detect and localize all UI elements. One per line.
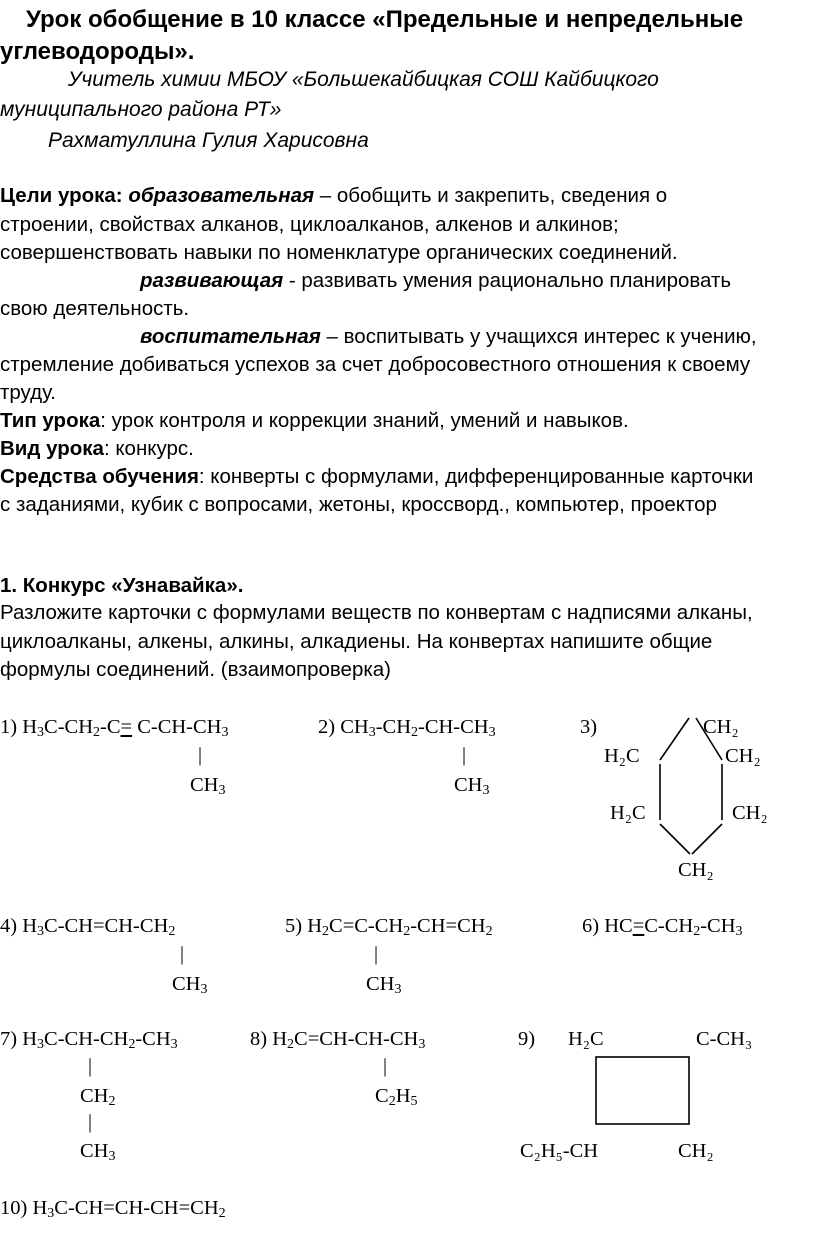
formula-7-branch-ch3: $CH_3$ <box>80 1140 116 1164</box>
lesson-type-label: Тип урока <box>0 409 101 432</box>
formula-7: 7) $H_3C-CH-CH_2-CH_3$ <box>0 1028 178 1052</box>
goal-dev-text: - развивать умения рационально планировать <box>283 269 732 292</box>
formula-10: 10) $H_3C-CH=CH-CH=CH_2$ <box>0 1197 226 1221</box>
ring6-lower-left: H₂C <box>610 802 646 824</box>
ring6-upper-left: H₂C <box>604 745 640 767</box>
formula-5-branch: $CH_3$ <box>366 973 402 997</box>
formula-5: 5) $H_2C=C-CH_2-CH=CH_2$ <box>285 915 493 939</box>
lesson-means-text-2: с заданиями, кубик с вопросами, жетоны, кроссворд., компьютер, проектор <box>0 493 717 516</box>
formula-4-branch-bond: | <box>180 943 185 965</box>
ring4-top-right: C-CH₃ <box>696 1028 753 1050</box>
goal-edu-text-3: совершенствовать навыки по номенклатуре органических соединений. <box>0 241 678 264</box>
ring6-bottom: CH₂ <box>678 859 714 881</box>
lesson-means-text: : конверты с формулами, дифференцированные карточки <box>198 465 754 488</box>
ring4-bottom-right: CH₂ <box>678 1140 714 1162</box>
formula-4: 4) $H_3C-CH=CH-CH_2$ <box>0 915 176 939</box>
ring6-upper-right: CH₂ <box>725 745 761 767</box>
formula-4-branch: $CH_3$ <box>172 973 208 997</box>
teacher-line-2: муниципального района РТ» <box>0 98 282 121</box>
title-line-2: углеводороды». <box>0 38 195 65</box>
formula-1-branch-bond: | <box>198 744 203 766</box>
lesson-type-text: : урок контроля и коррекции знаний, умений и навыков. <box>100 409 629 432</box>
formula-7-bond-2: | <box>88 1111 93 1133</box>
formula-2: 2) $CH_3-CH_2-CH-CH_3$ <box>318 716 496 740</box>
goals-label: Цели урока: <box>0 184 123 207</box>
goal-dev-text-2: свою деятельность. <box>0 297 190 320</box>
formula-8-branch-bond: | <box>383 1055 388 1077</box>
lesson-means-label: Средства обучения <box>0 465 199 488</box>
ring6-lower-right: CH₂ <box>732 802 768 824</box>
title-line-1: Урок обобщение в 10 классе «Предельные и непредельные <box>26 6 744 33</box>
lesson-kind-text: : конкурс. <box>103 437 194 460</box>
formula-5-branch-bond: | <box>374 943 379 965</box>
formula-2-branch: $CH_3$ <box>454 774 490 798</box>
goal-upb-label: воспитательная <box>140 325 321 348</box>
formula-8-branch: $C_2H_5$ <box>375 1085 418 1109</box>
formula-9-number: 9) <box>518 1028 536 1050</box>
ring4-bonds <box>596 1057 689 1124</box>
formula-6: 6) $HC=C-CH_2-CH_3$ <box>582 915 743 939</box>
ring6-bond-bottom-left <box>660 824 690 854</box>
formula-1-branch: $CH_3$ <box>190 774 226 798</box>
lesson-kind-label: Вид урока <box>0 437 104 460</box>
goal-edu-label: образовательная <box>128 184 315 207</box>
formula-8: 8) $H_2C=CH-CH-CH_3$ <box>250 1028 426 1052</box>
contest-text-3: формулы соединений. (взаимопроверка) <box>0 658 392 681</box>
goal-upb-text-3: труду. <box>0 381 56 404</box>
goal-upb-text-2: стремление добиваться успехов за счет добросовестного отношения к своему <box>0 353 751 376</box>
ring6-top: CH₂ <box>703 716 739 738</box>
formula-2-branch-bond: | <box>462 744 467 766</box>
formula-7-bond-1: | <box>88 1055 93 1077</box>
ring4-bottom-left: C₂H₅-CH <box>520 1140 599 1162</box>
formula-7-branch-ch2: $CH_2$ <box>80 1085 116 1109</box>
ring6-bond-bottom-right <box>692 824 722 854</box>
teacher-line-1: Учитель химии МБОУ «Большекайбицкая СОШ Кайбицкого <box>68 68 659 91</box>
goal-dev-label: развивающая <box>140 269 284 292</box>
formula-1: 1) $H_3C-CH_2-C= C-CH-CH_3$ <box>0 716 229 740</box>
contest-text-2: циклоалканы, алкены, алкины, алкадиены. На конвертах напишите общие <box>0 630 713 653</box>
ring4-top-left: H₂C <box>568 1028 604 1050</box>
goal-upb-text: – воспитывать у учащихся интерес к учению, <box>320 325 757 348</box>
goal-edu-text-2: строении, свойствах алканов, циклоалканов, алкенов и алкинов; <box>0 213 619 236</box>
formula-3-number: 3) <box>580 716 598 738</box>
contest-text-1: Разложите карточки с формулами веществ по конвертам с надписями алканы, <box>0 601 753 624</box>
teacher-name: Рахматуллина Гулия Харисовна <box>48 129 369 152</box>
ring6-bond-top-left <box>660 718 689 760</box>
contest-heading: 1. Конкурс «Узнавайка». <box>0 574 244 597</box>
goal-edu-text: – обобщить и закрепить, сведения о <box>314 184 668 207</box>
